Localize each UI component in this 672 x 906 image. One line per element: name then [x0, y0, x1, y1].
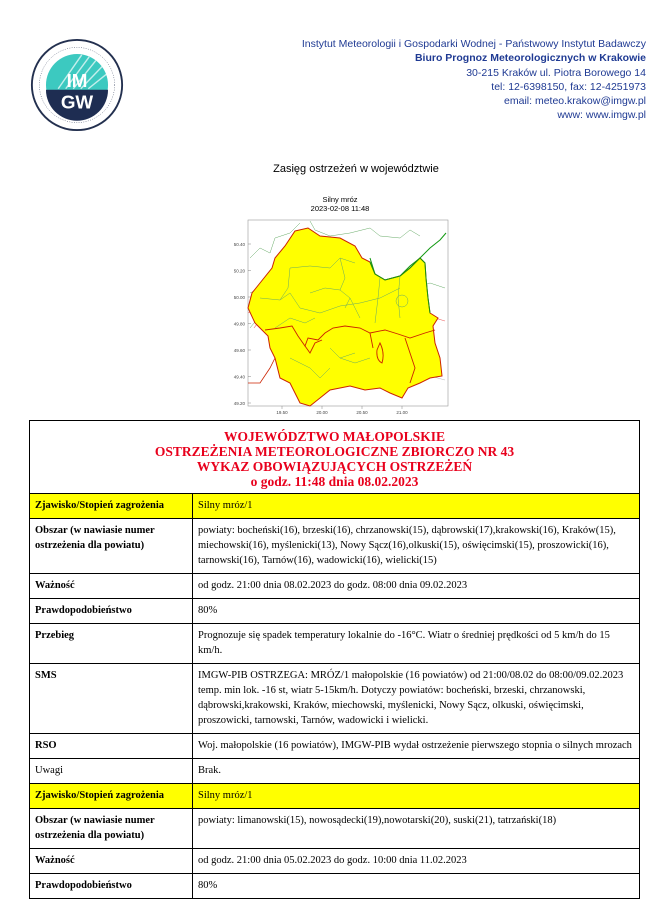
warning-row: [30, 849, 640, 874]
map-timestamp: 2023-02-08 11:48: [310, 204, 370, 213]
warning-row: [30, 734, 640, 759]
row-label: Obszar (w nawiasie numer ostrzeżenia dla powiatu): [30, 809, 193, 849]
title-line-list: WYKAZ OBOWIĄZUJĄCYCH OSTRZEŻEŃ: [196, 459, 473, 474]
warning-row: [30, 599, 640, 624]
warning-row: [30, 809, 640, 849]
map-phenomenon: Silny mróz: [322, 195, 358, 204]
warning-row: [30, 759, 640, 784]
logo-text-im: IM: [66, 69, 88, 91]
row-label: Uwagi: [30, 759, 193, 784]
logo-text-gw: GW: [60, 91, 94, 113]
institute-name: Instytut Meteorologii i Gospodarki Wodnej - Państwowy Instytut Badawczy: [301, 38, 646, 50]
row-value: Woj. małopolskie (16 powiatów), IMGW-PIB wydał ostrzeżenie pierwszego stopnia o silnych mrozach: [193, 734, 640, 759]
lat-tick-label: 50.40: [233, 242, 245, 247]
phenomenon-row: [30, 494, 640, 519]
map-subtitle: [300, 195, 380, 213]
warning-row: [30, 624, 640, 664]
lon-tick-label: 19.50: [276, 410, 288, 415]
map-title: Zasięg ostrzeżeń w województwie: [273, 163, 439, 175]
row-label: Obszar (w nawiasie numer ostrzeżenia dla powiatu): [30, 519, 193, 574]
lat-tick-label: 49.60: [233, 348, 245, 353]
row-value: Prognozuje się spadek temperatury lokalnie do -16°C. Wiatr o średniej prędkości od 5 km/h do 15 km/h.: [193, 624, 640, 664]
lon-tick-label: 21.00: [396, 410, 408, 415]
website[interactable]: www: www.imgw.pl: [557, 109, 646, 122]
row-value: Silny mróz/1: [193, 494, 640, 519]
row-label: Prawdopodobieństwo: [30, 874, 193, 899]
row-label: Prawdopodobieństwo: [30, 599, 193, 624]
warning-row: [30, 519, 640, 574]
lat-tick-label: 50.20: [233, 268, 245, 274]
address: 30-215 Kraków ul. Piotra Borowego 14: [466, 66, 646, 79]
imgw-logo: [30, 38, 124, 132]
warnings-table: [29, 420, 640, 899]
lat-tick-label: 49.80: [233, 321, 245, 327]
row-value: 80%: [193, 599, 640, 624]
warning-row: [30, 574, 640, 599]
row-label: Zjawisko/Stopień zagrożenia: [30, 494, 193, 519]
warning-map: [230, 218, 452, 418]
row-value: powiaty: limanowski(15), nowosądecki(19),nowotarski(20), suski(21), tatrzański(18): [193, 809, 640, 849]
row-value: od godz. 21:00 dnia 05.02.2023 do godz. 10:00 dnia 11.02.2023: [193, 849, 640, 874]
row-value: IMGW-PIB OSTRZEGA: MRÓZ/1 małopolskie (16 powiatów) od 21:00/08.02 do 08:00/09.02.2023 temp. min lok. -16 st, wiatr 5-15km/h. Dotyczy powiatów: bocheński, brzeski, chrzanowski, dąbrowski,krakowski, Kraków, miechowski, myślenicki, Nowy Sącz, olkuski, oświęcimski, proszowicki, tarnowski, Tarnów, wadowicki i wielicki.: [193, 664, 640, 734]
institute-header: [302, 37, 646, 123]
row-label: Ważność: [30, 849, 193, 874]
row-label: Zjawisko/Stopień zagrożenia: [30, 784, 193, 809]
lat-tick-label: 49.40: [233, 374, 245, 380]
title-line-warnings: OSTRZEŻENIA METEOROLOGICZNE ZBIORCZO NR 43: [154, 444, 515, 459]
email[interactable]: email: meteo.krakow@imgw.pl: [504, 95, 646, 108]
row-label: SMS: [30, 664, 193, 734]
lat-tick-label: 49.20: [233, 401, 245, 406]
lat-tick-label: 50.00: [233, 295, 245, 300]
warning-row: [30, 874, 640, 899]
office-name: Biuro Prognoz Meteorologicznych w Krakowie: [414, 52, 646, 65]
row-value: 80%: [193, 874, 640, 899]
lon-tick-label: 20.00: [316, 410, 328, 415]
title-line-datetime: o godz. 11:48 dnia 08.02.2023: [250, 474, 419, 489]
row-label: RSO: [30, 734, 193, 759]
row-value: od godz. 21:00 dnia 08.02.2023 do godz. 08:00 dnia 09.02.2023: [193, 574, 640, 599]
phone-fax: tel: 12-6398150, fax: 12-4251973: [491, 80, 646, 93]
document-title-row: [30, 421, 640, 494]
row-label: Ważność: [30, 574, 193, 599]
row-label: Przebieg: [30, 624, 193, 664]
row-value: Silny mróz/1: [193, 784, 640, 809]
warning-row: [30, 664, 640, 734]
title-line-voivodeship: WOJEWÓDZTWO MAŁOPOLSKIE: [224, 429, 445, 444]
row-value: Brak.: [193, 759, 640, 784]
lon-tick-label: 20.50: [356, 410, 368, 415]
document-title: [30, 421, 640, 494]
phenomenon-row: [30, 784, 640, 809]
row-value: powiaty: bocheński(16), brzeski(16), chrzanowski(15), dąbrowski(17),krakowski(16), Kraków(15), miechowski(16), myślenicki(13), Nowy Sącz(16),olkuski(15), oświęcimski(15), proszowicki(16), tarnowski(16), Tarnów(16), wadowicki(16), wielicki(15): [193, 519, 640, 574]
